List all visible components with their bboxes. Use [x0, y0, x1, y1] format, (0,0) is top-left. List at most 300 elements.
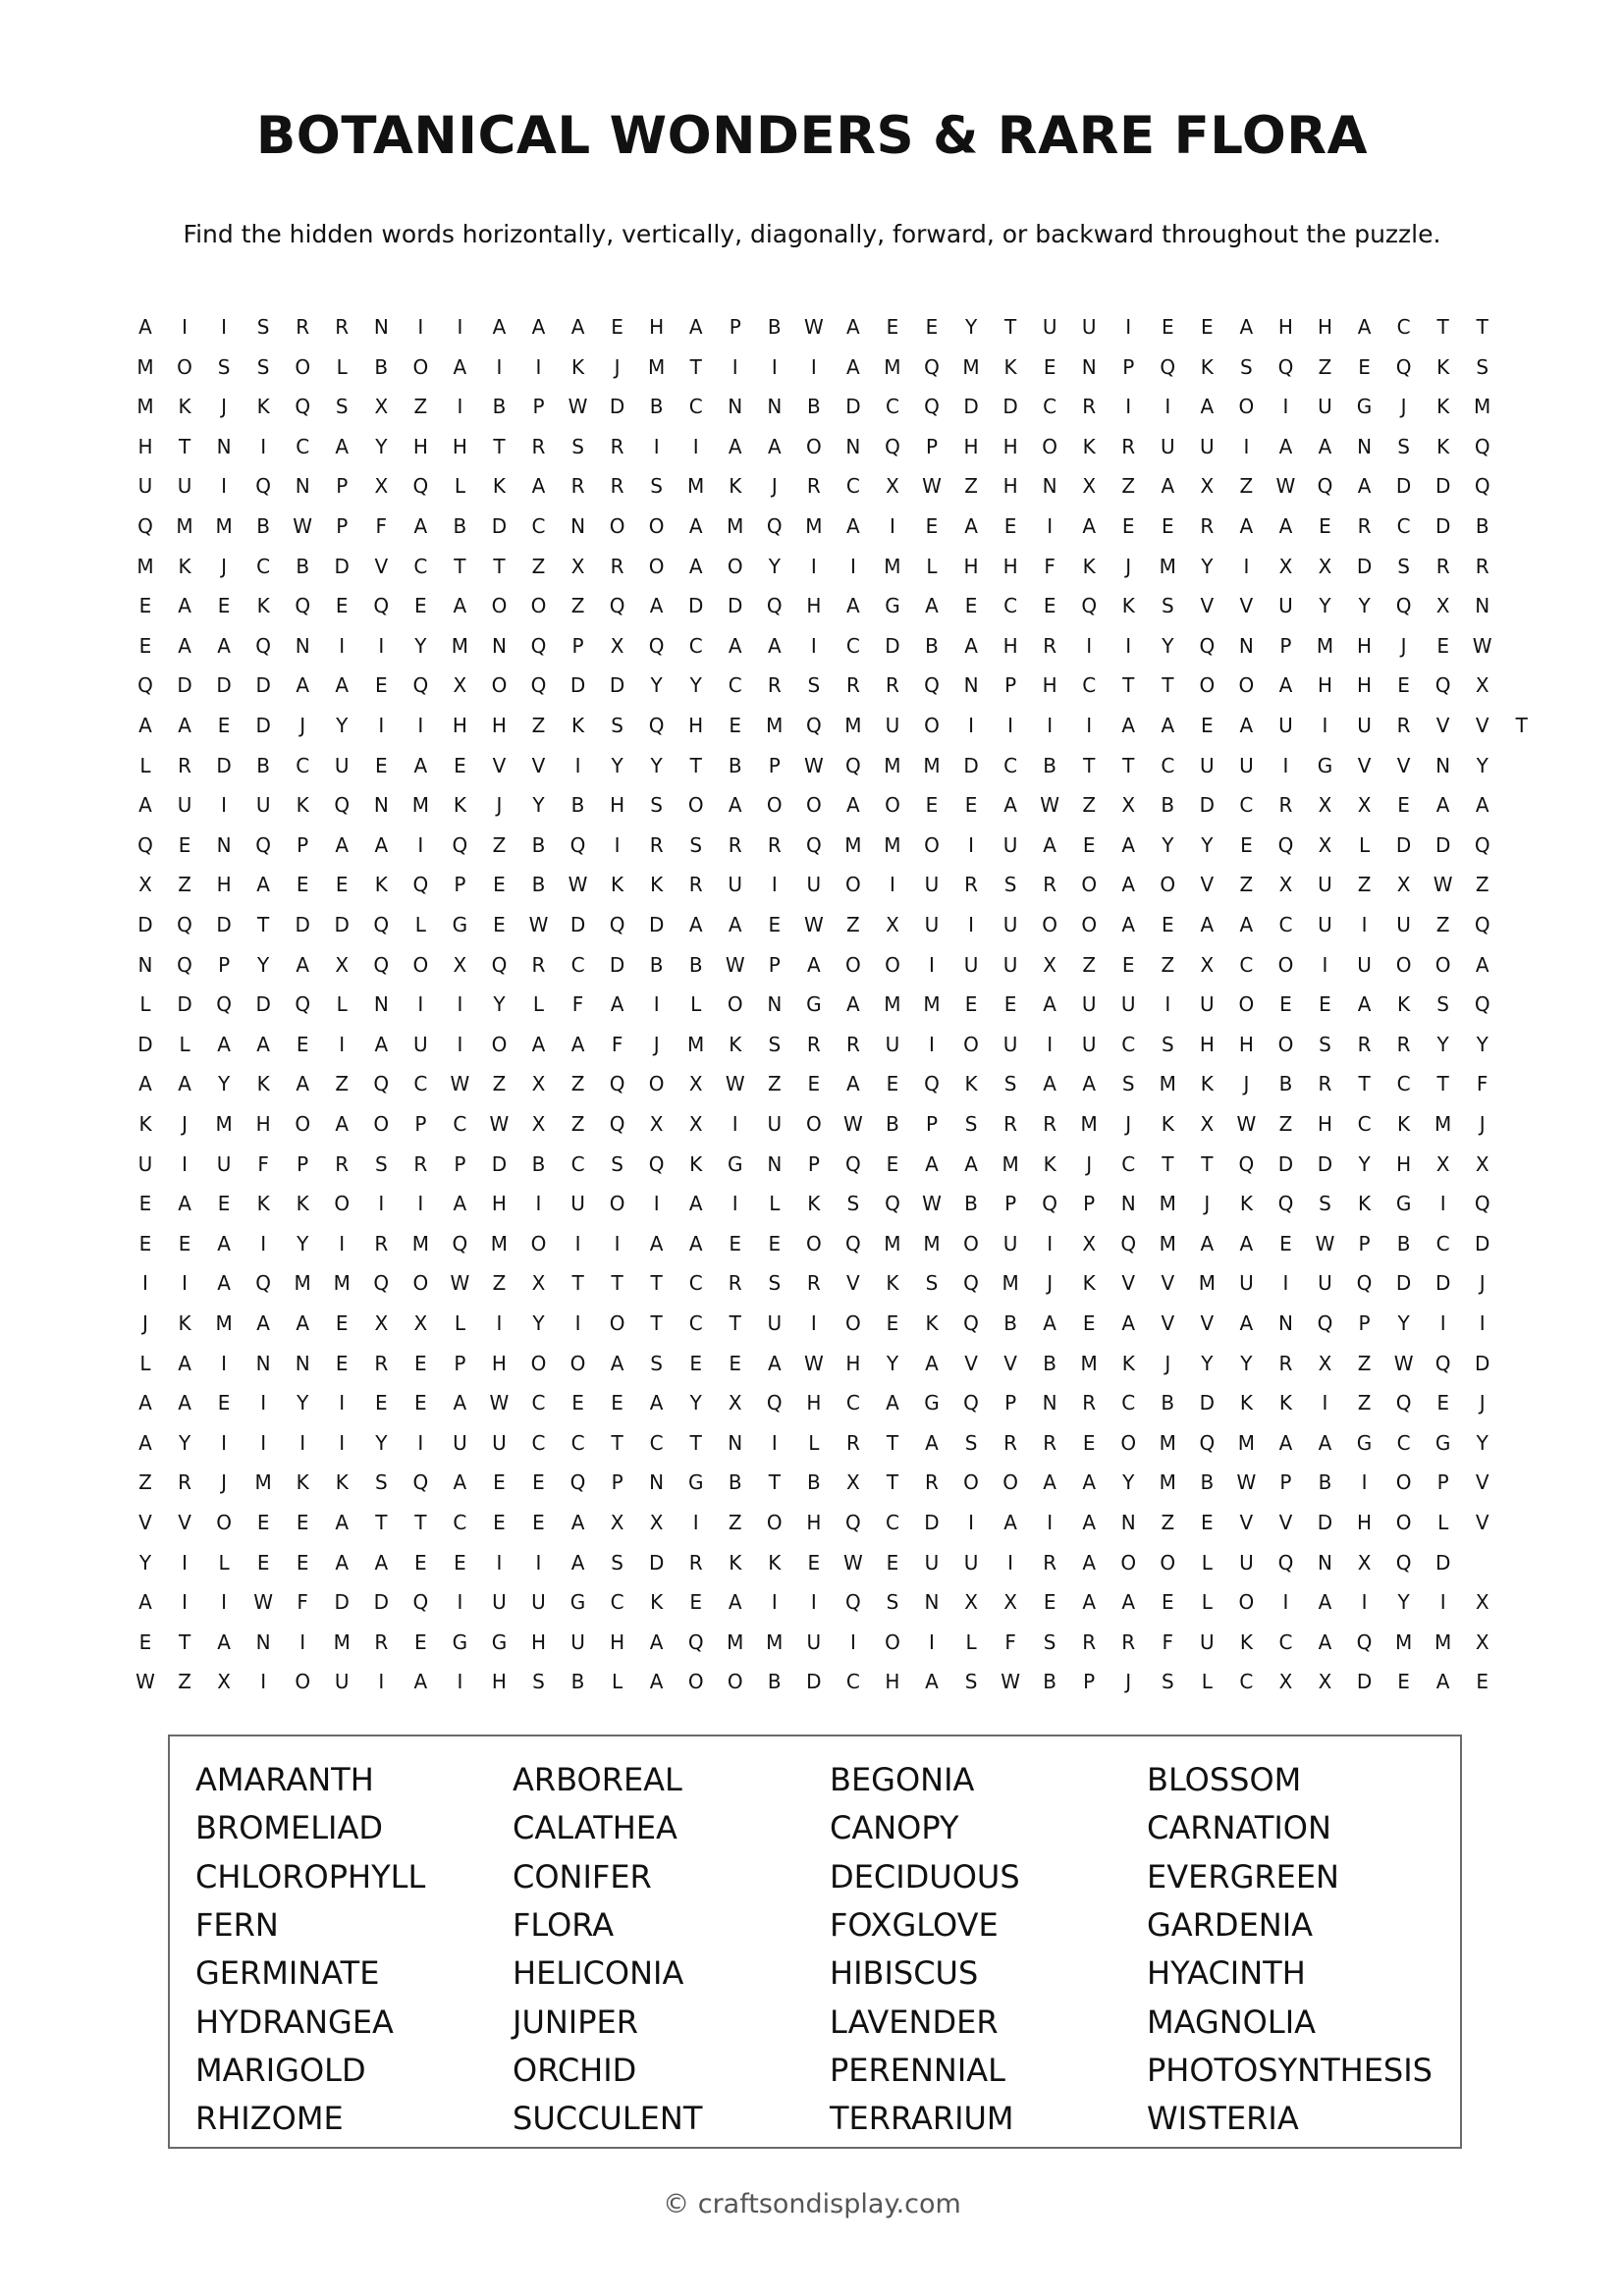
word-list-item: MAGNOLIA — [1147, 2002, 1317, 2041]
grid-letter: K — [1239, 1391, 1253, 1415]
grid-letter: E — [532, 1511, 545, 1534]
grid-letter: Z — [178, 873, 191, 897]
grid-letter: H — [1002, 434, 1018, 458]
grid-letter: X — [1475, 1151, 1489, 1176]
grid-letter: D — [845, 395, 861, 419]
grid-letter: M — [844, 714, 862, 737]
grid-letter: Q — [1277, 354, 1294, 379]
grid-letter: E — [1319, 514, 1331, 538]
grid-letter: A — [1278, 514, 1293, 538]
grid-letter: T — [493, 434, 506, 458]
grid-letter: J — [1243, 1072, 1250, 1096]
grid-letter: V — [1239, 1511, 1254, 1534]
grid-letter: E — [493, 1511, 506, 1534]
grid-letter: Y — [257, 952, 270, 977]
grid-letter: I — [221, 1351, 228, 1375]
grid-letter: C — [296, 753, 310, 777]
grid-letter: B — [1043, 1670, 1056, 1694]
grid-letter: W — [1001, 1670, 1020, 1694]
grid-letter: K — [1397, 1112, 1411, 1136]
grid-letter: D — [334, 554, 350, 578]
grid-letter: A — [1003, 1511, 1017, 1534]
grid-letter: J — [221, 1470, 228, 1495]
grid-letter: E — [256, 1550, 270, 1575]
grid-letter: K — [1082, 434, 1096, 458]
grid-letter: M — [215, 514, 233, 538]
grid-letter: X — [610, 1511, 624, 1534]
grid-letter: T — [1515, 714, 1528, 737]
grid-letter: H — [1317, 315, 1333, 339]
grid-letter: J — [614, 354, 621, 379]
grid-letter: E — [1397, 1670, 1410, 1694]
grid-letter: I — [810, 633, 817, 658]
grid-row — [126, 387, 1520, 426]
grid-letter: E — [1436, 1391, 1449, 1415]
grid-letter: S — [1319, 1032, 1331, 1056]
grid-letter: B — [767, 315, 782, 339]
grid-letter: E — [1003, 514, 1017, 538]
grid-letter: L — [690, 992, 702, 1017]
grid-letter: I — [535, 1550, 542, 1575]
word-list-item: ORCHID — [513, 2051, 637, 2089]
grid-letter: D — [1317, 1511, 1333, 1534]
grid-letter: C — [531, 1391, 546, 1415]
grid-letter: W — [528, 913, 549, 936]
grid-letter: Q — [255, 633, 272, 658]
grid-letter: K — [296, 1470, 309, 1495]
grid-letter: K — [1121, 594, 1135, 618]
grid-letter: E — [138, 633, 152, 658]
grid-letter: I — [260, 1670, 267, 1694]
grid-letter: Q — [924, 673, 940, 698]
grid-letter: Q — [530, 633, 547, 658]
grid-letter: D — [137, 913, 153, 936]
grid-letter: I — [496, 354, 503, 379]
grid-letter: Z — [1082, 952, 1097, 977]
grid-letter: G — [885, 594, 900, 618]
grid-letter: T — [1476, 315, 1489, 339]
grid-letter: Q — [1160, 354, 1176, 379]
grid-letter: K — [1003, 354, 1017, 379]
grid-letter: I — [574, 1311, 581, 1335]
grid-letter: A — [217, 1231, 231, 1255]
grid-letter: O — [805, 793, 822, 818]
grid-letter: K — [1436, 434, 1450, 458]
grid-letter: W — [1472, 633, 1492, 658]
grid-letter: O — [963, 1470, 979, 1495]
grid-letter: Z — [1357, 873, 1372, 897]
grid-letter: X — [374, 1311, 389, 1335]
grid-letter: E — [256, 1511, 270, 1534]
grid-letter: E — [886, 315, 899, 339]
grid-letter: B — [767, 1670, 782, 1694]
grid-letter: E — [414, 594, 427, 618]
grid-letter: N — [1081, 354, 1097, 379]
grid-letter: A — [256, 1311, 270, 1335]
grid-letter: A — [256, 1032, 270, 1056]
grid-letter: K — [1397, 992, 1411, 1017]
grid-letter: O — [648, 554, 665, 578]
grid-letter: M — [333, 1629, 351, 1654]
grid-letter: I — [849, 554, 856, 578]
grid-letter: A — [178, 1391, 191, 1415]
grid-letter: O — [1199, 673, 1216, 698]
grid-letter: D — [1435, 1550, 1451, 1575]
grid-letter: Y — [297, 1231, 309, 1255]
grid-letter: F — [297, 1590, 308, 1615]
grid-letter: D — [648, 1550, 665, 1575]
grid-letter: B — [570, 1670, 585, 1694]
grid-letter: H — [688, 714, 704, 737]
grid-letter: V — [1435, 714, 1450, 737]
grid-letter: A — [1043, 1470, 1056, 1495]
grid-letter: Y — [768, 554, 781, 578]
grid-letter: N — [1277, 1311, 1293, 1335]
grid-letter: J — [1125, 1670, 1132, 1694]
grid-letter: N — [1435, 753, 1451, 777]
grid-letter: O — [845, 1311, 861, 1335]
grid-letter: G — [1395, 1192, 1412, 1216]
grid-letter: C — [688, 1271, 703, 1296]
grid-letter: I — [653, 434, 660, 458]
grid-letter: K — [689, 1151, 703, 1176]
grid-letter: Q — [1474, 474, 1490, 499]
grid-letter: A — [846, 315, 860, 339]
grid-letter: O — [727, 1670, 743, 1694]
grid-letter: Y — [650, 673, 663, 698]
grid-letter: S — [335, 395, 349, 419]
grid-letter: Q — [137, 832, 153, 857]
grid-letter: U — [334, 1670, 350, 1694]
grid-letter: I — [182, 1550, 188, 1575]
grid-letter: X — [1043, 952, 1056, 977]
grid-letter: W — [803, 913, 824, 936]
grid-letter: O — [412, 952, 429, 977]
grid-letter: R — [531, 434, 546, 458]
grid-letter: W — [1433, 873, 1453, 897]
grid-letter: T — [689, 753, 702, 777]
grid-letter: B — [453, 514, 467, 538]
grid-letter: E — [1397, 673, 1410, 698]
grid-row — [126, 945, 1520, 985]
grid-letter: U — [885, 714, 900, 737]
grid-letter: H — [1002, 554, 1018, 578]
grid-row — [126, 1543, 1520, 1582]
grid-letter: R — [806, 1032, 821, 1056]
grid-letter: B — [374, 354, 389, 379]
grid-letter: Z — [964, 474, 978, 499]
grid-letter: A — [374, 832, 389, 857]
grid-letter: K — [886, 1271, 899, 1296]
grid-letter: E — [296, 873, 309, 897]
grid-letter: B — [649, 395, 664, 419]
grid-letter: A — [413, 753, 428, 777]
grid-letter: E — [414, 1550, 427, 1575]
grid-letter: E — [1279, 992, 1292, 1017]
grid-letter: E — [138, 1192, 152, 1216]
grid-letter: U — [885, 1032, 900, 1056]
grid-letter: Q — [648, 714, 665, 737]
grid-letter: D — [1199, 1391, 1216, 1415]
grid-letter: Q — [1395, 1391, 1412, 1415]
grid-letter: W — [803, 315, 824, 339]
grid-letter: A — [649, 1670, 664, 1694]
grid-letter: N — [1120, 1192, 1136, 1216]
grid-letter: O — [530, 594, 547, 618]
grid-letter: Y — [1397, 1311, 1410, 1335]
grid-letter: M — [1198, 1271, 1216, 1296]
grid-letter: E — [217, 1391, 231, 1415]
grid-letter: C — [845, 474, 860, 499]
grid-letter: C — [728, 673, 742, 698]
grid-letter: J — [1479, 1271, 1486, 1296]
grid-letter: D — [1317, 1151, 1333, 1176]
grid-letter: C — [610, 1590, 624, 1615]
grid-letter: D — [687, 594, 704, 618]
grid-letter: S — [807, 673, 821, 698]
grid-letter: U — [1318, 1271, 1332, 1296]
grid-letter: B — [1200, 1470, 1215, 1495]
word-list-item: PHOTOSYNTHESIS — [1147, 2051, 1433, 2089]
grid-letter: T — [1436, 1072, 1449, 1096]
grid-letter: S — [964, 1430, 978, 1455]
grid-letter: X — [964, 1590, 978, 1615]
grid-letter: E — [1358, 354, 1371, 379]
grid-letter: Q — [569, 1470, 586, 1495]
grid-letter: Q — [255, 1271, 272, 1296]
grid-letter: Q — [766, 514, 783, 538]
grid-letter: B — [1278, 1072, 1293, 1096]
grid-letter: C — [688, 395, 703, 419]
grid-letter: H — [963, 434, 979, 458]
grid-letter: O — [963, 1231, 979, 1255]
grid-letter: M — [136, 554, 154, 578]
grid-letter: A — [728, 633, 742, 658]
grid-letter: K — [453, 793, 466, 818]
grid-letter: L — [808, 1430, 820, 1455]
grid-letter: J — [142, 1311, 148, 1335]
grid-letter: Q — [255, 832, 272, 857]
grid-letter: M — [136, 395, 154, 419]
grid-letter: O — [648, 514, 665, 538]
grid-letter: T — [493, 554, 506, 578]
grid-letter: T — [611, 1430, 623, 1455]
grid-letter: N — [767, 395, 783, 419]
grid-letter: W — [1315, 1231, 1335, 1255]
grid-letter: X — [531, 1112, 546, 1136]
grid-letter: A — [728, 434, 742, 458]
grid-letter: K — [296, 1192, 309, 1216]
grid-letter: X — [688, 1072, 703, 1096]
grid-letter: Q — [412, 873, 429, 897]
grid-letter: I — [182, 315, 188, 339]
grid-letter: X — [1435, 1151, 1450, 1176]
grid-letter: X — [1121, 793, 1136, 818]
grid-letter: D — [1435, 832, 1451, 857]
grid-letter: H — [491, 1192, 507, 1216]
grid-letter: D — [177, 992, 192, 1017]
grid-letter: U — [492, 1590, 507, 1615]
grid-letter: B — [1161, 793, 1175, 818]
grid-letter: J — [1400, 633, 1407, 658]
grid-letter: Z — [570, 594, 585, 618]
grid-letter: Q — [845, 1231, 861, 1255]
grid-letter: F — [1044, 554, 1056, 578]
grid-row — [126, 1463, 1520, 1502]
grid-letter: C — [1278, 1629, 1293, 1654]
grid-letter: Z — [335, 1072, 350, 1096]
grid-letter: W — [843, 1550, 863, 1575]
grid-letter: I — [182, 1151, 188, 1176]
grid-letter: A — [846, 514, 860, 538]
grid-letter: U — [255, 793, 271, 818]
grid-letter: R — [688, 1550, 703, 1575]
word-list-item: HYDRANGEA — [195, 2002, 394, 2041]
grid-letter: R — [1278, 1351, 1293, 1375]
grid-letter: C — [1121, 1391, 1136, 1415]
grid-letter: S — [611, 1550, 623, 1575]
grid-letter: D — [216, 753, 232, 777]
grid-letter: R — [374, 1629, 389, 1654]
grid-letter: I — [889, 873, 895, 897]
grid-letter: X — [728, 1391, 742, 1415]
grid-letter: X — [1318, 793, 1332, 818]
grid-letter: X — [846, 1470, 860, 1495]
grid-letter: I — [1047, 1231, 1054, 1255]
grid-letter: L — [769, 1192, 781, 1216]
grid-letter: U — [177, 474, 192, 499]
grid-letter: O — [687, 793, 704, 818]
grid-letter: X — [1278, 1670, 1293, 1694]
grid-letter: C — [1239, 1670, 1254, 1694]
grid-letter: Z — [767, 1072, 782, 1096]
grid-letter: P — [925, 1112, 939, 1136]
grid-letter: R — [845, 673, 860, 698]
grid-letter: H — [610, 793, 625, 818]
grid-letter: C — [570, 1151, 585, 1176]
grid-letter: A — [374, 1550, 389, 1575]
grid-letter: C — [845, 1391, 860, 1415]
grid-letter: Y — [1162, 633, 1174, 658]
grid-letter: P — [1083, 1192, 1096, 1216]
grid-letter: H — [216, 873, 232, 897]
grid-letter: K — [256, 594, 270, 618]
grid-letter: U — [1318, 395, 1332, 419]
grid-row — [126, 547, 1520, 586]
grid-letter: A — [570, 1511, 585, 1534]
grid-letter: E — [1043, 594, 1056, 618]
grid-letter: Q — [963, 1311, 979, 1335]
grid-row — [126, 1025, 1520, 1064]
grid-letter: D — [609, 952, 625, 977]
grid-letter: E — [925, 315, 939, 339]
grid-letter: P — [1279, 633, 1292, 658]
grid-letter: H — [491, 1351, 507, 1375]
grid-letter: U — [1002, 1032, 1018, 1056]
grid-letter: A — [374, 1032, 389, 1056]
word-list-item: HELICONIA — [513, 1954, 684, 1993]
grid-letter: O — [295, 354, 311, 379]
grid-letter: I — [457, 1032, 463, 1056]
grid-letter: X — [1318, 1351, 1332, 1375]
grid-letter: Q — [885, 434, 900, 458]
grid-letter: O — [491, 1032, 508, 1056]
grid-letter: I — [731, 1192, 738, 1216]
grid-letter: R — [531, 952, 546, 977]
grid-row — [126, 985, 1520, 1024]
grid-letter: I — [1282, 1590, 1289, 1615]
grid-letter: T — [1201, 1151, 1214, 1176]
grid-letter: O — [1238, 673, 1255, 698]
grid-letter: K — [256, 1072, 270, 1096]
grid-letter: U — [1278, 714, 1293, 737]
grid-letter: O — [609, 514, 625, 538]
grid-letter: Q — [1435, 1351, 1451, 1375]
grid-letter: H — [845, 1351, 861, 1375]
grid-letter: Z — [531, 554, 546, 578]
grid-letter: N — [767, 992, 783, 1017]
grid-letter: I — [339, 1430, 346, 1455]
grid-letter: D — [609, 673, 625, 698]
grid-letter: D — [1356, 554, 1373, 578]
grid-letter: E — [925, 514, 939, 538]
grid-letter: A — [138, 1391, 152, 1415]
grid-letter: C — [688, 633, 703, 658]
grid-letter: O — [885, 1629, 900, 1654]
grid-letter: Z — [1161, 952, 1175, 977]
grid-letter: A — [1239, 315, 1254, 339]
grid-letter: Q — [530, 673, 547, 698]
grid-letter: E — [964, 594, 978, 618]
grid-letter: D — [491, 1151, 508, 1176]
grid-letter: V — [1200, 594, 1215, 618]
grid-letter: B — [806, 1470, 821, 1495]
grid-letter: A — [296, 673, 310, 698]
grid-letter: A — [453, 354, 467, 379]
grid-letter: X — [886, 913, 899, 936]
grid-letter: D — [1395, 1271, 1412, 1296]
grid-letter: M — [884, 992, 901, 1017]
grid-letter: Q — [295, 594, 311, 618]
grid-letter: T — [257, 913, 270, 936]
grid-letter: H — [806, 1511, 822, 1534]
page-title: BOTANICAL WONDERS & RARE FLORA — [255, 106, 1369, 166]
grid-letter: I — [968, 714, 974, 737]
grid-letter: I — [968, 832, 974, 857]
grid-letter: I — [968, 1511, 974, 1534]
grid-letter: U — [1081, 315, 1097, 339]
grid-letter: B — [531, 873, 546, 897]
grid-letter: Y — [178, 1430, 191, 1455]
grid-letter: W — [1236, 1112, 1257, 1136]
grid-letter: U — [1200, 1629, 1215, 1654]
grid-letter: M — [766, 714, 784, 737]
grid-letter: I — [417, 1430, 424, 1455]
grid-row — [126, 1224, 1520, 1263]
grid-letter: T — [375, 1511, 388, 1534]
grid-letter: I — [574, 1231, 581, 1255]
grid-letter: C — [1121, 1032, 1136, 1056]
grid-letter: Q — [924, 1072, 940, 1096]
grid-letter: R — [1200, 514, 1215, 538]
grid-letter: C — [1396, 1072, 1411, 1096]
grid-letter: C — [1435, 1231, 1450, 1255]
grid-letter: P — [1358, 1311, 1371, 1335]
grid-letter: Z — [178, 1670, 191, 1694]
grid-letter: M — [884, 1231, 901, 1255]
grid-letter: H — [1357, 633, 1373, 658]
grid-letter: U — [1318, 873, 1332, 897]
